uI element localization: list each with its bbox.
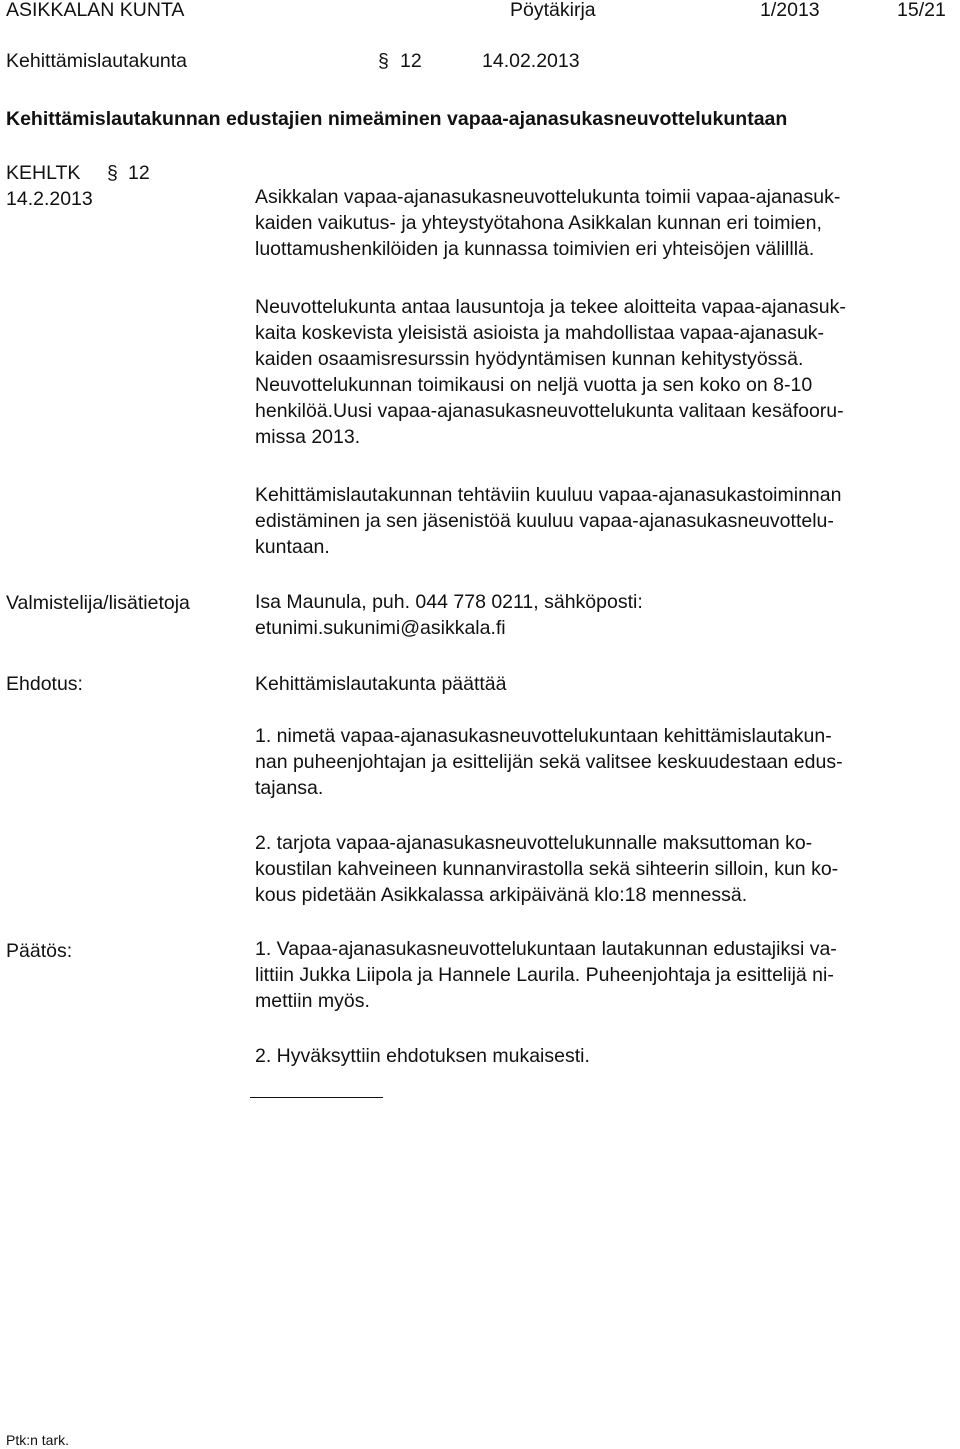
- reference-section-symbol: §: [107, 162, 118, 184]
- reference-date: 14.2.2013: [6, 188, 93, 210]
- decision-item-2: 2. Hyväksyttiin ehdotuksen mukaisesti.: [255, 1045, 590, 1067]
- reference-section-number: 12: [128, 162, 150, 184]
- paragraph-line: edistäminen ja sen jäsenistöä kuuluu vapaa-ajanasukasneuvottelu-: [255, 510, 834, 532]
- organization-name: ASIKKALAN KUNTA: [6, 0, 185, 21]
- paragraph-line: 1. Vapaa-ajanasukasneuvottelukuntaan lautakunnan edustajiksi va-: [255, 938, 837, 960]
- paragraph-line: 2. tarjota vapaa-ajanasukasneuvottelukunnalle maksuttoman ko-: [255, 832, 813, 854]
- paragraph-line: missa 2013.: [255, 426, 361, 448]
- paragraph-line: Asikkalan vapaa-ajanasukasneuvottelukunta toimii vapaa-ajanasuk-: [255, 186, 841, 208]
- page-number: 15/21: [897, 0, 946, 21]
- proposal-lead: Kehittämislautakunta päättää: [255, 673, 507, 695]
- decision-label: Päätös:: [6, 940, 73, 962]
- paragraph-line: tajansa.: [255, 777, 324, 799]
- paragraph-line: luottamushenkilöiden ja kunnassa toimivien eri yhteisöjen välilllä.: [255, 238, 815, 260]
- preparer-info: [255, 589, 955, 641]
- decision-item-1: [255, 936, 955, 1014]
- proposal-item-2: [255, 830, 955, 908]
- closing-rule: [250, 1097, 383, 1098]
- paragraph-line: kaita koskevista yleisistä asioista ja mahdollistaa vapaa-ajanasuk-: [255, 322, 825, 344]
- paragraph-line: kous pidetään Asikkalassa arkipäivänä klo:18 mennessä.: [255, 884, 748, 906]
- paragraph-line: Neuvottelukunnan toimikausi on neljä vuotta ja sen koko on 8-10: [255, 374, 813, 396]
- section-number: 12: [400, 50, 422, 72]
- paragraph-line: kaiden vaikutus- ja yhteystyötahona Asikkalan kunnan eri toimien,: [255, 212, 822, 234]
- document-number: 1/2013: [760, 0, 820, 21]
- preparer-label: Valmistelija/lisätietoja: [6, 592, 190, 614]
- paragraph-line: 1. nimetä vapaa-ajanasukasneuvottelukuntaan kehittämislautakun-: [255, 725, 832, 747]
- intro-paragraph-1: [255, 184, 955, 262]
- proposal-label: Ehdotus:: [6, 673, 83, 695]
- page-title: Kehittämislautakunnan edustajien nimeäminen vapaa-ajanasukasneuvottelukuntaan: [6, 108, 788, 130]
- section-symbol: §: [378, 50, 389, 72]
- paragraph-line: kuntaan.: [255, 536, 330, 558]
- paragraph-line: nan puheenjohtajan ja esittelijän sekä valitsee keskuudestaan edus-: [255, 751, 843, 773]
- paragraph-line: Neuvottelukunta antaa lausuntoja ja tekee aloitteita vapaa-ajanasuk-: [255, 296, 846, 318]
- paragraph-line: littiin Jukka Liipola ja Hannele Laurila. Puheenjohtaja ja esittelijä ni-: [255, 964, 834, 986]
- paragraph-line: mettiin myös.: [255, 990, 370, 1012]
- preparer-line: etunimi.sukunimi@asikkala.fi: [255, 617, 506, 639]
- paragraph-line: kaiden osaamisresurssin hyödyntämisen kunnan kehitystyössä.: [255, 348, 804, 370]
- proposal-item-1: [255, 723, 955, 801]
- committee-name: Kehittämislautakunta: [6, 50, 188, 72]
- intro-paragraph-3: [255, 482, 955, 560]
- intro-paragraph-2: [255, 294, 955, 450]
- paragraph-line: koustilan kahveineen kunnanvirastolla sekä sihteerin silloin, kun ko-: [255, 858, 839, 880]
- paragraph-line: henkilöä.Uusi vapaa-ajanasukasneuvottelukunta valitaan kesäfooru-: [255, 400, 844, 422]
- reviewer-note: Ptk:n tark.: [6, 1432, 70, 1448]
- document-type: Pöytäkirja: [510, 0, 596, 21]
- paragraph-line: Kehittämislautakunnan tehtäviin kuuluu vapaa-ajanasukastoiminnan: [255, 484, 842, 506]
- meeting-date: 14.02.2013: [482, 50, 580, 72]
- preparer-line: Isa Maunula, puh. 044 778 0211, sähköposti:: [255, 591, 643, 613]
- reference-code: KEHLTK: [6, 162, 81, 184]
